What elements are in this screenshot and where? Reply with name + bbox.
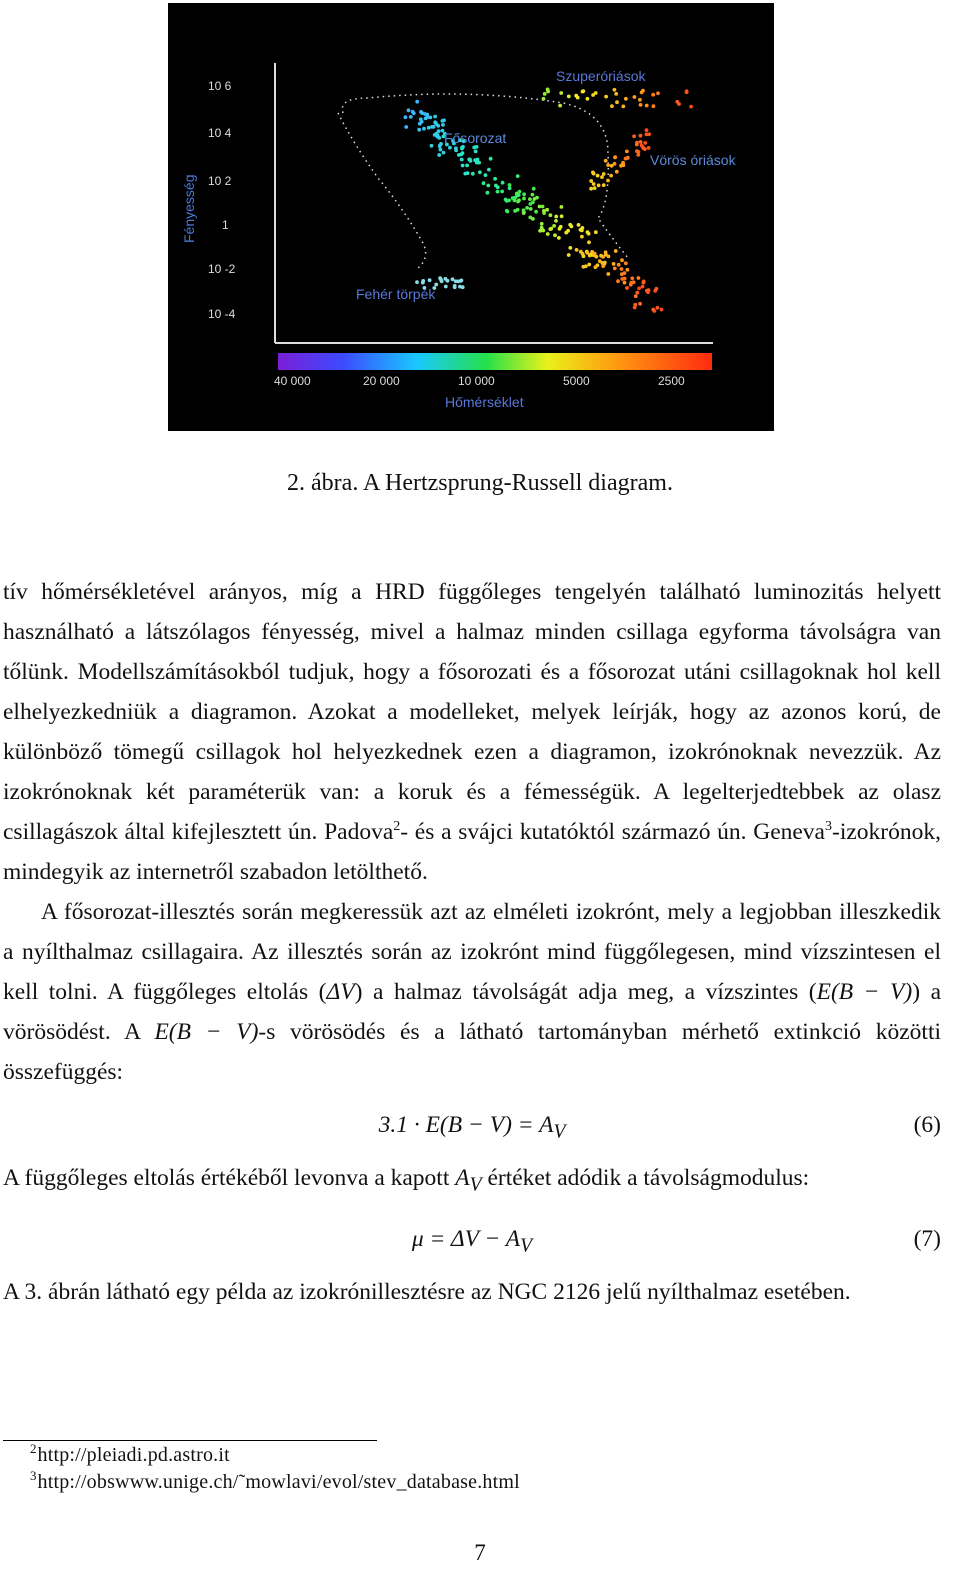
x-tick-label: 2500 (658, 374, 685, 388)
red-giant-star (606, 163, 610, 167)
footnote-ref: 2 (393, 819, 401, 835)
supergiant-star (624, 97, 628, 101)
red-giant-star (645, 133, 649, 137)
supergiant-star (645, 104, 649, 108)
x-tick-label: 20 000 (363, 374, 400, 388)
main-sequence-star (587, 240, 591, 244)
equation-subscript: V (553, 1121, 566, 1143)
red-giant-star (645, 128, 649, 132)
main-sequence-star (493, 177, 497, 181)
supergiant-star (639, 103, 643, 107)
main-sequence-star (478, 170, 482, 174)
main-sequence-star (620, 258, 624, 262)
main-sequence-star (579, 250, 583, 254)
red-giant-star (625, 150, 629, 154)
red-giant-star (591, 171, 595, 175)
main-sequence-star (435, 132, 439, 136)
y-tick-label: 10 6 (208, 79, 232, 93)
footnote (30, 1468, 520, 1494)
x-axis-label: Hőmérséklet (445, 394, 524, 410)
main-sequence-star (617, 263, 621, 267)
white-dwarf-outline (338, 113, 426, 268)
main-sequence-star (655, 287, 659, 291)
main-sequence-star (559, 225, 563, 229)
main-sequence-star (517, 193, 521, 197)
main-sequence-star (603, 262, 607, 266)
equation-subscript: V (520, 1235, 533, 1257)
main-sequence-star (419, 110, 423, 114)
math-inline: ΔV (326, 979, 355, 1005)
main-sequence-star (567, 253, 571, 257)
main-sequence-star (531, 217, 535, 221)
main-sequence-star (660, 308, 664, 312)
supergiant-star (586, 97, 590, 101)
red-giant-star (597, 184, 601, 188)
main-sequence-star (430, 125, 434, 129)
red-giant-star (632, 134, 636, 138)
main-sequence-star (580, 235, 584, 239)
white-dwarf-star (444, 285, 448, 289)
paragraph: A 3. ábrán látható egy példa az izokrónillesztésre az NGC 2126 jelű nyílthalmaz esetében. (3, 1278, 851, 1305)
math-inline: E(B − V) (816, 979, 913, 1005)
main-sequence-star (586, 230, 590, 234)
main-sequence-star (427, 126, 431, 130)
main-sequence-star (560, 205, 564, 209)
red-giant-star (592, 182, 596, 186)
main-sequence-star (466, 171, 470, 175)
main-sequence-star (437, 136, 441, 140)
text-run: - és a svájci kutatóktól származó ún. Geneva (400, 819, 825, 845)
equation-number: (7) (913, 1225, 941, 1252)
main-sequence-star (626, 268, 630, 272)
equation-6 (3, 1092, 941, 1158)
main-sequence-star (430, 144, 434, 148)
supergiant-star (652, 104, 656, 108)
text-run: -izokrónok, mindegyik az internetről szabadon letölthető. (3, 819, 941, 885)
main-sequence-star (635, 291, 639, 295)
red-giant-star (606, 179, 610, 183)
main-sequence-star (638, 302, 642, 306)
white-dwarf-star (444, 277, 448, 281)
main-sequence-star (404, 115, 408, 119)
main-sequence-star (629, 283, 633, 287)
main-sequence-star (584, 264, 588, 268)
main-sequence-star (568, 223, 572, 227)
main-sequence-star (454, 146, 458, 150)
red-giant-star (626, 156, 630, 160)
supergiant-star (638, 98, 642, 102)
footnote-mark: 2 (30, 1441, 37, 1456)
main-sequence-star (585, 251, 589, 255)
white-dwarf-star (461, 285, 465, 289)
text-run: -s vörösödés és a látható tartományban mérhető extinkció közötti összefüggés: (3, 1019, 942, 1085)
main-sequence-star (448, 146, 452, 150)
supergiant-star (621, 105, 625, 109)
main-sequence-star (633, 306, 637, 310)
red-giant-star (643, 147, 647, 151)
red-giant-star (602, 183, 606, 187)
supergiant-star (610, 104, 614, 108)
main-sequence-star (441, 123, 445, 127)
main-sequence-star (637, 287, 641, 291)
main-sequence-star (461, 164, 465, 168)
red-giant-star (589, 179, 593, 183)
main-sequence-star (522, 197, 526, 201)
supergiant-star (633, 95, 637, 99)
main-sequence-star (467, 158, 471, 162)
text-run: ) a vörösödést. A (3, 979, 942, 1045)
red-giant-star (643, 141, 647, 145)
main-sequence-star (442, 151, 446, 155)
main-sequence-star (623, 277, 627, 281)
red-giant-star (589, 187, 593, 191)
supergiant-star (591, 93, 595, 97)
paragraph (3, 1158, 941, 1206)
main-sequence-star (532, 187, 536, 191)
main-sequence-star (542, 209, 546, 213)
main-sequence-star (461, 151, 465, 155)
main-sequence-star (623, 281, 627, 285)
main-sequence-star (577, 223, 581, 227)
main-sequence-star (516, 174, 520, 178)
main-sequence-star (548, 227, 552, 231)
red-giant-star (647, 146, 651, 150)
supergiant-star (656, 91, 660, 95)
red-giant-star (639, 140, 643, 144)
text-run: A függőleges eltolás értékéből levonva a kapott (3, 1165, 456, 1191)
y-tick-label: 10 -2 (208, 262, 236, 276)
main-sequence-star (525, 206, 529, 210)
footnote-ref: 3 (825, 819, 832, 835)
label-white-dwarfs: Fehér törpék (356, 286, 436, 302)
main-sequence-star (528, 202, 532, 206)
main-sequence-star (546, 232, 550, 236)
main-sequence-star (594, 265, 598, 269)
main-sequence-star (496, 190, 500, 194)
label-red-giants: Vörös óriások (650, 152, 736, 168)
main-sequence-star (486, 184, 490, 188)
main-sequence-star (594, 230, 598, 234)
main-sequence-star (560, 214, 564, 218)
equation-number: (6) (913, 1112, 941, 1138)
main-sequence-star (620, 267, 624, 271)
main-sequence-star (645, 289, 649, 293)
math-inline: E(B − V) (154, 1019, 259, 1045)
supergiant-star (546, 90, 550, 94)
main-sequence-star (501, 181, 505, 185)
main-sequence-star (489, 157, 493, 161)
x-tick-label: 10 000 (458, 374, 495, 388)
white-dwarf-star (456, 280, 460, 284)
main-sequence-star (425, 113, 429, 117)
main-sequence-star (579, 228, 583, 232)
main-sequence-star (538, 229, 542, 233)
footnote-rule (3, 1440, 377, 1441)
supergiant-star (558, 104, 562, 108)
main-sequence-star (587, 263, 591, 267)
main-sequence-star (516, 208, 520, 212)
label-supergiants: Szuperóriások (556, 68, 646, 84)
main-sequence-star (439, 148, 443, 152)
footnote-mark: 3 (30, 1468, 37, 1483)
page-number: 7 (474, 1540, 486, 1565)
red-giant-star (635, 143, 639, 147)
main-sequence-star (541, 205, 545, 209)
supergiant-star (641, 89, 645, 93)
main-sequence-star (407, 108, 411, 112)
main-sequence-star (422, 127, 426, 131)
main-sequence-star (441, 119, 445, 123)
main-sequence-star (651, 308, 655, 312)
main-sequence-star (549, 213, 553, 217)
main-sequence-star (599, 254, 603, 258)
main-sequence-star (641, 285, 645, 289)
main-sequence-star (417, 128, 421, 132)
white-dwarf-star (438, 276, 442, 280)
main-sequence-star (404, 125, 408, 129)
supergiant-star (604, 95, 608, 99)
main-sequence-star (613, 267, 617, 271)
equation-7 (3, 1206, 941, 1272)
footnote-link[interactable]: http://pleiadi.pd.astro.it (37, 1444, 230, 1466)
main-sequence-star (582, 254, 586, 258)
main-sequence-star (474, 150, 478, 154)
y-tick-label: 10 2 (208, 174, 232, 188)
y-tick-label: 10 4 (208, 126, 232, 140)
red-giant-star (615, 170, 619, 174)
text-run: ) a halmaz távolságát adja meg, a vízszintes ( (354, 979, 817, 1005)
red-giant-star (636, 153, 640, 157)
text-run: A fősorozat-illesztés során megkeressük azt az elméleti izokrónt, mely a legjobban illeszkedik a nyílthalmaz csillagaira. Az illesztés során az izokrónt mind függőlegesen, mind vízszintesen el kell tolni. A függőleges eltolás ( (3, 899, 941, 1005)
main-sequence-star (637, 276, 641, 280)
main-sequence-star (439, 142, 443, 146)
figure-caption: 2. ábra. A Hertzsprung-Russell diagram. (287, 470, 673, 496)
supergiant-star (651, 93, 655, 97)
red-giant-star (604, 159, 608, 163)
supergiant-star (614, 92, 618, 96)
main-sequence-star (575, 248, 579, 252)
equation-body: μ = ΔV − A (411, 1225, 521, 1252)
math-inline: A (455, 1165, 470, 1191)
main-sequence-star (513, 199, 517, 203)
x-tick-label: 5000 (563, 374, 590, 388)
main-sequence-star (433, 115, 437, 119)
supergiant-star (615, 100, 619, 104)
main-sequence-star (606, 272, 610, 276)
main-sequence-star (553, 233, 557, 237)
text-run: tív hőmérsékletével arányos, míg a HRD függőleges tengelyén található luminozitás helyett használható a látszólagos fényesség, mivel a halmaz minden csillaga egyforma távolságra van tőlünk. Modellszámításokból tudjuk, hogy a fősorozati és a fősorozat utáni csillagoknak hol kell elhelyezkedniük a diagramon. Azokat a modelleket, melyek leírják, hogy az azonos korú, de különböző tömegű csillagok hol helyezkednek ezen a diagramon, izokrónoknak nevezzük. Az izokrónoknak két paraméterük van: a koruk és a fémességük. A legelterjedtebbek az olasz csillagászok által kifejlesztett ún. Padova (3, 579, 941, 845)
main-sequence-star (433, 120, 437, 124)
footnote (30, 1441, 230, 1467)
main-sequence-star (564, 231, 568, 235)
main-sequence-star (522, 211, 526, 215)
main-sequence-star (554, 215, 558, 219)
main-sequence-star (437, 153, 441, 157)
footnote-link[interactable]: http://obswww.unige.ch/˜mowlavi/evol/stev_database.html (37, 1471, 520, 1493)
text-run: értéket adódik a távolságmodulus: (481, 1165, 810, 1191)
supergiant-star (581, 89, 585, 93)
main-sequence-star (625, 286, 629, 290)
main-sequence-star (642, 281, 646, 285)
main-sequence-star (482, 181, 486, 185)
main-sequence-star (612, 262, 616, 266)
star-points (404, 88, 693, 313)
main-sequence-star (522, 192, 526, 196)
white-dwarf-star (451, 277, 455, 281)
main-sequence-star (624, 261, 628, 265)
equation-body: 3.1 · E(B − V) = A (378, 1112, 554, 1138)
paragraph (3, 892, 941, 1092)
temperature-spectrum-bar (278, 353, 712, 370)
red-giant-star (600, 175, 604, 179)
red-giant-star (613, 155, 617, 159)
label-main-sequence: Fősorozat (444, 130, 507, 146)
x-tick-label: 40 000 (274, 374, 311, 388)
main-sequence-star (508, 186, 512, 190)
supergiant-star (689, 105, 693, 109)
main-sequence-star (531, 193, 535, 197)
main-sequence-star (500, 190, 504, 194)
main-sequence-star (505, 209, 509, 213)
white-dwarf-star (453, 285, 457, 289)
main-sequence-star (418, 122, 422, 126)
main-sequence-star (616, 279, 620, 283)
supergiant-star (576, 96, 580, 100)
main-sequence-star (415, 100, 419, 104)
white-dwarf-star (428, 278, 432, 282)
main-sequence-star (460, 158, 464, 162)
main-sequence-star (471, 172, 475, 176)
main-sequence-star (535, 196, 539, 200)
main-sequence-star (568, 246, 572, 250)
main-sequence-star (540, 222, 544, 226)
main-sequence-star (409, 115, 413, 119)
red-giant-star (593, 186, 597, 190)
main-sequence-star (460, 147, 464, 151)
paragraph (3, 572, 941, 892)
main-sequence-star (614, 249, 618, 253)
supergiant-star (567, 95, 571, 99)
main-sequence-star (436, 124, 440, 128)
y-axis-label: Fényesség (181, 174, 197, 243)
white-dwarf-star (421, 281, 425, 285)
main-sequence-star (534, 210, 538, 214)
main-sequence-star (475, 161, 479, 165)
main-sequence-star (554, 219, 558, 223)
main-sequence-star (528, 197, 532, 201)
main-sequence-star (557, 236, 561, 240)
supergiant-star (542, 97, 546, 101)
main-sequence-star (529, 207, 533, 211)
main-sequence-star (604, 250, 608, 254)
body-text (3, 572, 941, 1312)
supergiant-star (559, 91, 563, 95)
supergiant-star (675, 100, 679, 104)
supergiant-star (613, 88, 617, 92)
main-sequence-star (630, 276, 634, 280)
red-giant-star (596, 174, 600, 178)
supergiant-star (543, 92, 547, 96)
main-sequence-star (552, 224, 556, 228)
main-sequence-star (516, 200, 520, 204)
main-sequence-star (484, 173, 488, 177)
main-sequence-star (411, 110, 415, 114)
main-sequence-star (465, 164, 469, 168)
main-sequence-star (486, 191, 490, 195)
hr-diagram-svg (168, 3, 774, 431)
red-giant-star (609, 174, 613, 178)
main-sequence-star (589, 253, 593, 257)
main-sequence-star (487, 168, 491, 172)
hr-diagram-figure (168, 3, 774, 431)
main-sequence-star (508, 183, 512, 187)
y-tick-label: 10 -4 (208, 307, 236, 321)
red-giant-star (640, 144, 644, 148)
white-dwarf-star (415, 280, 419, 284)
red-giant-star (639, 134, 643, 138)
math-subscript: V (469, 1174, 482, 1196)
main-sequence-star (494, 184, 498, 188)
main-sequence-star (634, 294, 638, 298)
main-sequence-star (656, 306, 660, 310)
main-sequence-star (507, 199, 511, 203)
red-giant-star (620, 163, 624, 167)
red-giant-star (610, 164, 614, 168)
y-tick-label: 1 (222, 218, 229, 232)
main-sequence-star (620, 272, 624, 276)
supergiant-star (685, 90, 689, 94)
